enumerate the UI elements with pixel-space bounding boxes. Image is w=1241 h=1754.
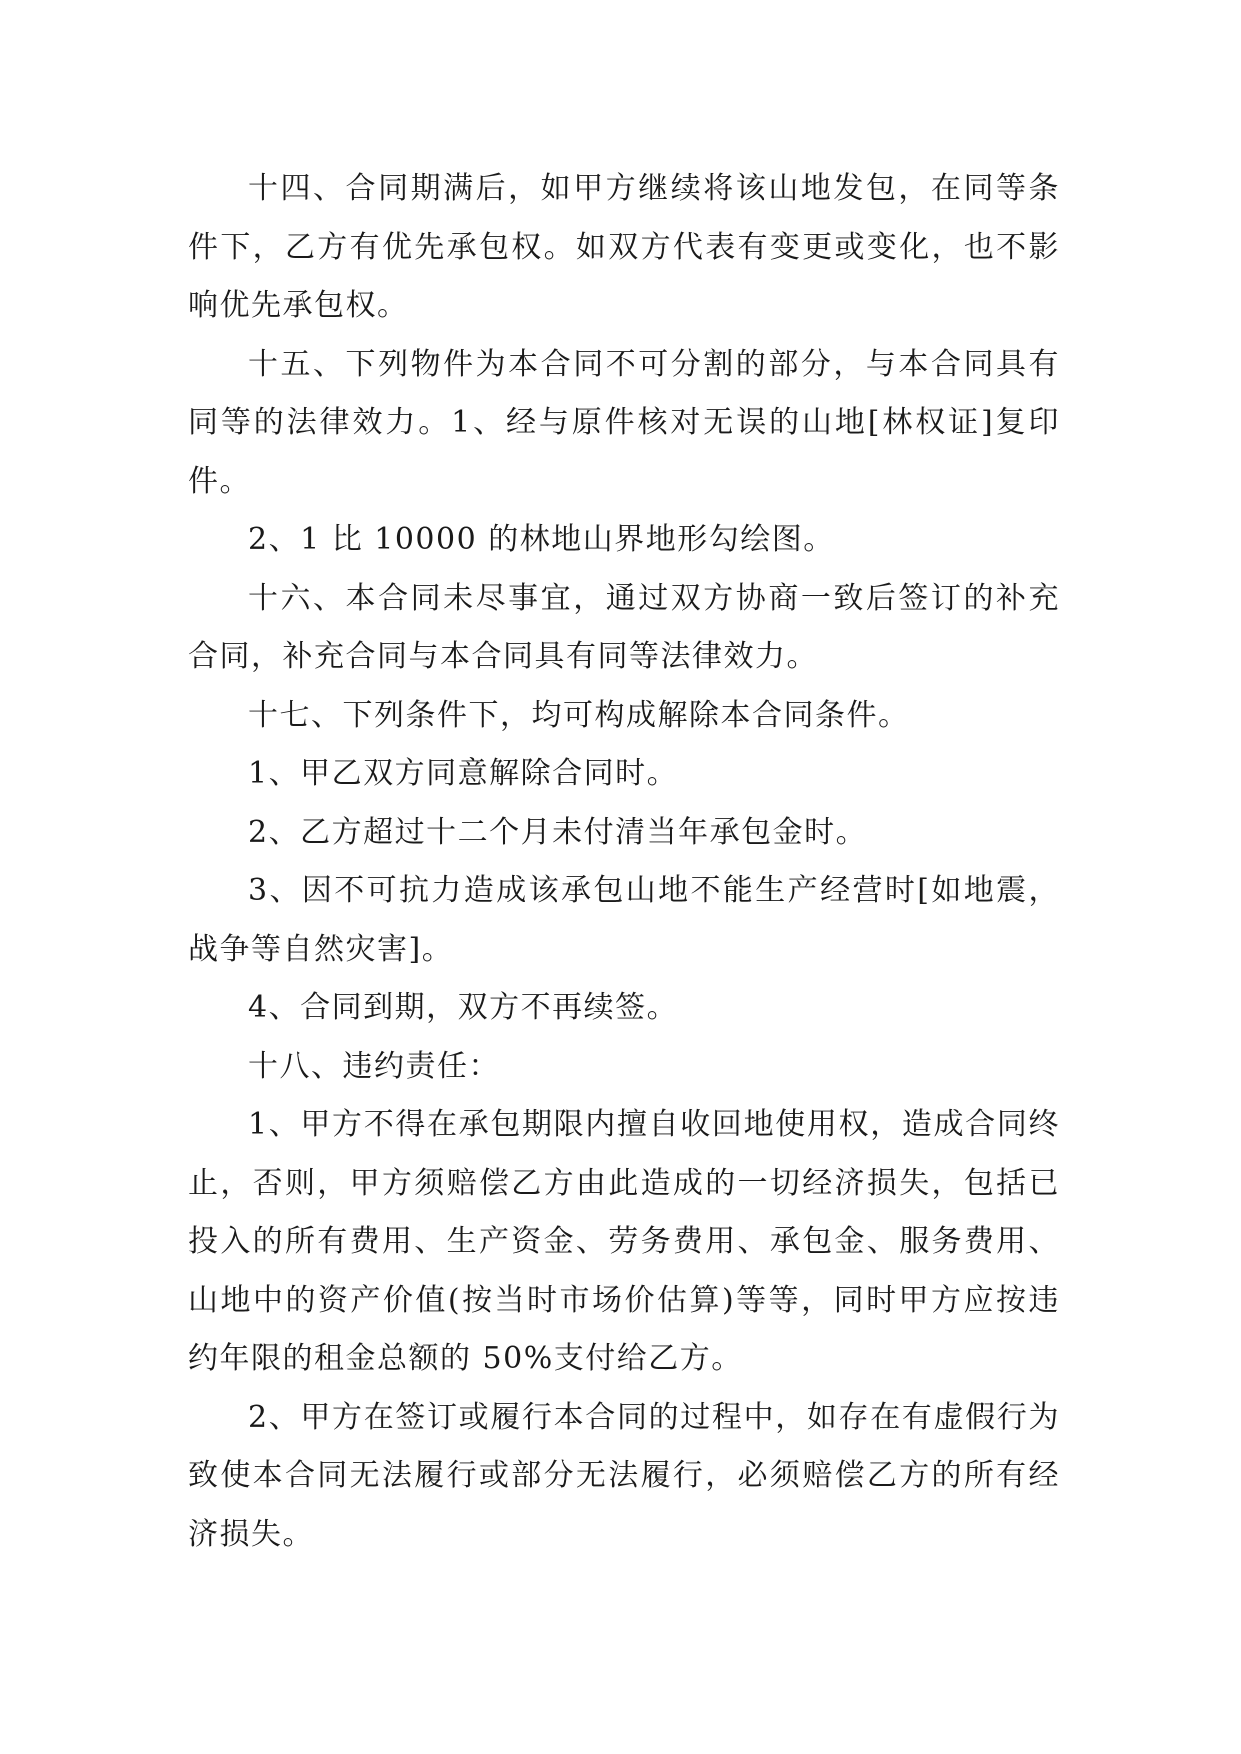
paragraph-clause-17-item-2: 2、乙方超过十二个月未付清当年承包金时。	[248, 814, 868, 850]
document-body	[188, 160, 1060, 1564]
paragraph-clause-17: 十七、下列条件下，均可构成解除本合同条件。	[248, 697, 910, 733]
paragraph-clause-17-item-4: 4、合同到期，双方不再续签。	[248, 990, 679, 1025]
paragraph-clause-18-item-1: 1、甲方不得在承包期限内擅自收回地使用权，造成合同终止，否则，甲方须赔偿乙方由此造成的一切经济损失，包括已投入的所有费用、生产资金、劳务费用、承包金、服务费用、山地中的资产价值(按当时市场价估算)等等，同时甲方应按违约年限的租金总额的 50%支付给乙方。	[188, 1107, 1060, 1376]
paragraph-clause-15-item-2: 2、1 比 10000 的林地山界地形勾绘图。	[248, 522, 835, 557]
paragraph-clause-17-item-3: 3、因不可抗力造成该承包山地不能生产经营时[如地震，战争等自然灾害]。	[188, 873, 1060, 967]
paragraph-clause-18-item-2: 2、甲方在签订或履行本合同的过程中，如存在有虚假行为致使本合同无法履行或部分无法履行，必须赔偿乙方的所有经济损失。	[188, 1399, 1060, 1552]
paragraph-clause-17-item-1: 1、甲乙双方同意解除合同时。	[248, 756, 679, 791]
paragraph-clause-15: 十五、下列物件为本合同不可分割的部分，与本合同具有同等的法律效力。1、经与原件核对无误的山地[林权证]复印件。	[188, 346, 1060, 499]
paragraph-clause-16: 十六、本合同未尽事宜，通过双方协商一致后签订的补充合同，补充合同与本合同具有同等法律效力。	[188, 580, 1060, 674]
paragraph-clause-14: 十四、合同期满后，如甲方继续将该山地发包，在同等条件下，乙方有优先承包权。如双方代表有变更或变化，也不影响优先承包权。	[188, 171, 1060, 323]
paragraph-clause-18: 十八、违约责任：	[248, 1048, 500, 1084]
